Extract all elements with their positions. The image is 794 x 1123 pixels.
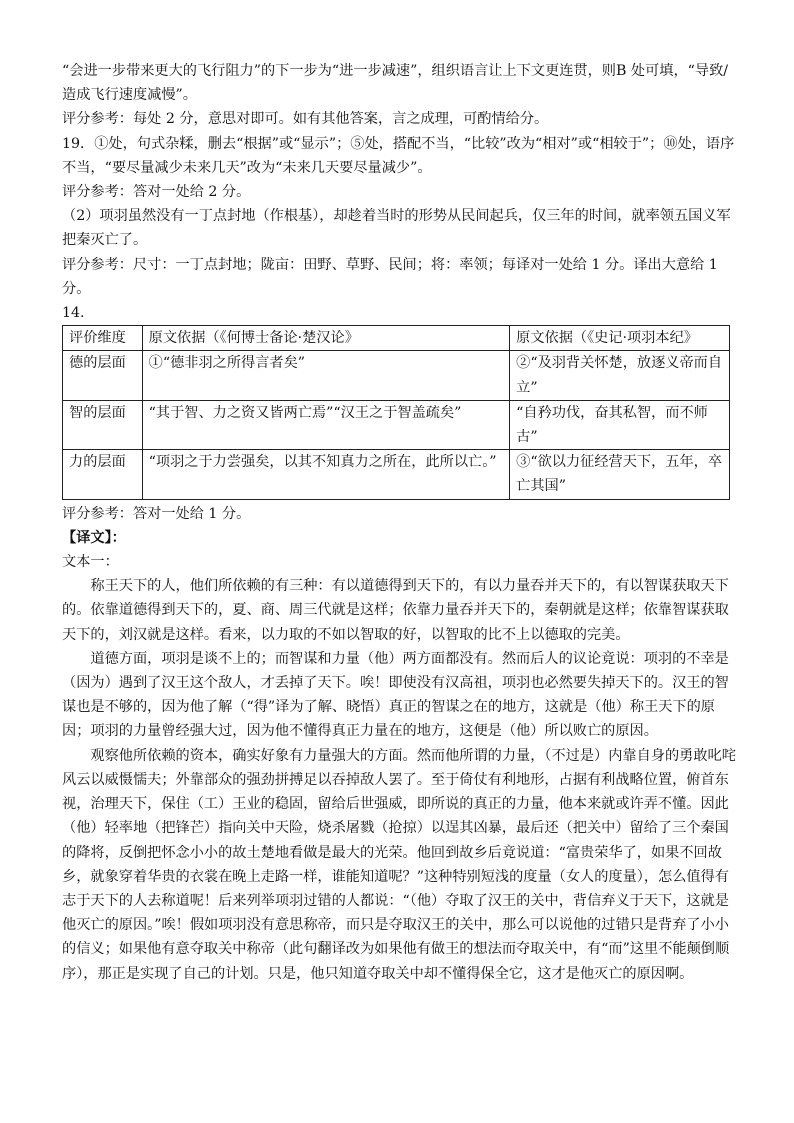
table-row xyxy=(63,450,730,499)
translation-paragraph-3: 观察他所依赖的资本，确实好象有力量强大的方面。然而他所谓的力量，（不过是）内靠自身的勇敢叱咤风云以威慑懦夫；外靠部众的强劲拼搏足以吞掉敌人罢了。至于倚仗有利地形，占据有利战略位置，俯首东视，治理天下，保住（工）王业的稳固，留给后世强威，即所说的真正的力量，他本来就或许弄不懂。因此（他）轻率地（把锋芒）指向关中天险，烧杀屠戮（抢掠）以逞其凶暴，最后还（把关中）留给了三个秦国的降将，反倒把怀念小小的故土楚地看做是最大的光荣。他回到故乡后竟说道：“富贵荣华了，如果不回故乡，就象穿着华贵的衣裳在晚上走路一样，谁能知道呢？”这种特别短浅的度量（女人的度量），怎么值得有志于天下的人去称道呢！后来列举项羽过错的人都说：“（他）夺取了汉王的关中，背信弃义于天下，这就是他灭亡的原因。”唉！假如项羽没有意思称帝，而只是夺取汉王的关中，那么可以说他的过错只是背弃了小小的信义；如果他有意夺取关中称帝（此句翻译改为如果他有做王的想法而夺取关中，有“而”这里不能颠倒顺序），那正是实现了自己的计划。只是，他只知道夺取关中却不懂得保全它，这才是他灭亡的原因啊。 xyxy=(62,747,736,982)
table-cell: ①“德非羽之所得言者矣” xyxy=(142,351,509,400)
question-19-answer: 19．①处，句式杂糅，删去“根据”或“显示”；⑤处，搭配不当，“比较”改为“相对”或“相较于”；⑩处，语序不当，“要尽量减少未来几天”改为“未来几天要尽量减少”。 xyxy=(62,135,735,176)
document-page xyxy=(62,59,736,986)
table-cell: 智的层面 xyxy=(63,400,143,449)
table-cell: “其于智、力之资又皆两亡焉”“汉王之于智盖疏矣” xyxy=(142,400,509,449)
table-row xyxy=(63,400,730,449)
evaluation-table xyxy=(62,325,730,499)
table-header-cell: 原文依据（《何博士备论·楚汉论》 xyxy=(142,326,509,351)
table-cell: “项羽之于力尝强矣，以其不知真力之所在，此所以亡。” xyxy=(142,450,509,499)
translation-paragraph-1: 称王天下的人，他们所依赖的有三种：有以道德得到天下的，有以力量吞并天下的，有以智谋获取天下的。依靠道德得到天下的，夏、商、周三代就是这样；依靠力量吞并天下的，秦朝就是这样；依靠智谋获取天下的，刘汉就是这样。看来，以力取的不如以智取的好，以智取的比不上以德取的完美。 xyxy=(62,578,729,643)
table-row xyxy=(63,351,730,400)
answer-line-b-fill: “会进一步带来更大的飞行阻力”的下一步为“进一步减速”，组织语言让上下文更连贯，则B 处可填，“导致/造成飞行速度减慢”。 xyxy=(62,63,729,104)
scoring-note-3: 评分参考：尺寸：一丁点封地；陇亩：田野、草野、民间；将：率领；每译对一处给 1 分。译出大意给 1 分。 xyxy=(62,256,718,297)
table-header-row xyxy=(63,326,730,351)
table-cell: “自矜功伐，奋其私智，而不师古” xyxy=(510,400,730,449)
scoring-note-2: 评分参考：答对一处给 2 分。 xyxy=(62,184,251,201)
translation-heading: 【译文】： xyxy=(62,529,126,546)
table-cell: ②“及羽背关怀楚，放逐义帝而自立” xyxy=(510,351,730,400)
translation-paragraph-2: 道德方面，项羽是谈不上的；而智谋和力量（他）两方面都没有。然而后人的议论竟说：项羽的不幸是（因为）遇到了汉王这个敌人，才丢掉了天下。唉！即使没有汉高祖，项羽也必然要失掉天下的。汉王的智谋也是不够的，因为他了解（“得”译为了解、晓悟）真正的智谋之在的地方，这就是（他）称王天下的原因；项羽的力量曾经强大过，因为他不懂得真正力量在的地方，这便是（他）所以败亡的原因。 xyxy=(62,650,729,740)
table-cell: 力的层面 xyxy=(63,450,143,499)
table-header-cell: 原文依据（《史记·项羽本纪》 xyxy=(510,326,730,351)
table-cell: ③“欲以力征经营天下，五年，卒亡其国” xyxy=(510,450,730,499)
text-one-label: 文本一： xyxy=(62,554,119,571)
scoring-note-4: 评分参考：答对一处给 1 分。 xyxy=(62,505,251,522)
translation-answer-2: （2）项羽虽然没有一丁点封地（作根基），却趁着当时的形势从民间起兵，仅三年的时间，就率领五国义军把秦灭亡了。 xyxy=(62,208,731,249)
table-cell: 德的层面 xyxy=(63,351,143,400)
scoring-note-1: 评分参考：每处 2 分，意思对即可。如有其他答案，言之成理，可酌情给分。 xyxy=(62,111,549,128)
question-14-number: 14. xyxy=(62,305,85,322)
table-header-cell: 评价维度 xyxy=(63,326,143,351)
